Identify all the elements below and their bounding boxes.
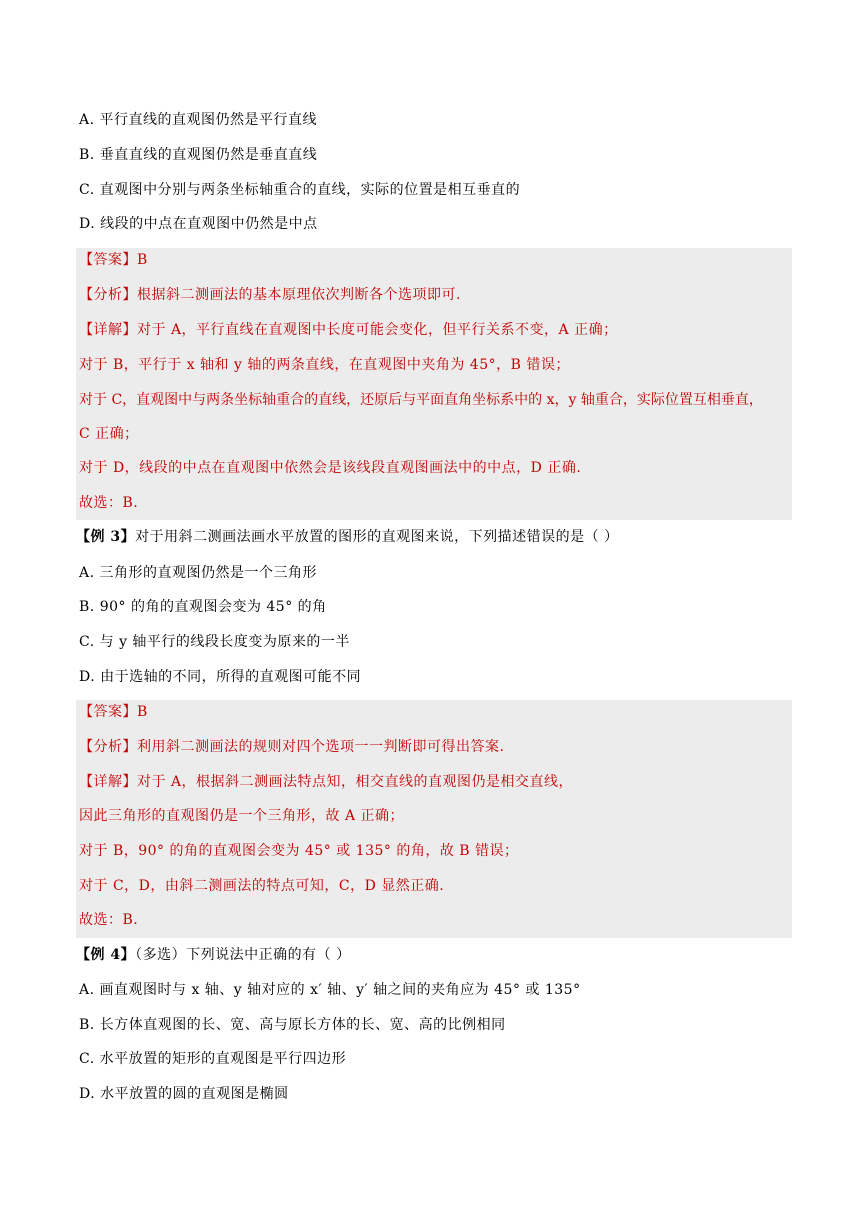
q4-option-c: C. 水平放置的矩形的直观图是平行四边形: [79, 1051, 347, 1067]
q4-stem-line: [76, 945, 351, 965]
q3-stem-line: [76, 527, 619, 547]
q4-option-a: A. 画直观图时与 x 轴、y 轴对应的 x′ 轴、y′ 轴之间的夹角应为 45° 或 135°: [79, 982, 581, 998]
q3-conclusion: 故选：B.: [79, 912, 139, 928]
q3-detail-cd: 对于 C，D，由斜二测画法的特点可知，C，D 显然正确.: [79, 878, 445, 894]
q3-label: 【例 3】: [76, 529, 136, 545]
q2-option-a: A. 平行直线的直观图仍然是平行直线: [79, 112, 318, 128]
q2-detail-c-cont: C 正确；: [79, 426, 139, 442]
q2-option-b: B. 垂直直线的直观图仍然是垂直直线: [79, 147, 318, 163]
q2-analysis: 【分析】根据斜二测画法的基本原理依次判断各个选项即可.: [79, 287, 461, 303]
q2-option-d: D. 线段的中点在直观图中仍然是中点: [79, 216, 318, 232]
q4-label: 【例 4】: [76, 947, 136, 963]
q3-detail-a-cont: 因此三角形的直观图仍是一个三角形，故 A 正确；: [79, 808, 405, 824]
q3-option-a: A. 三角形的直观图仍然是一个三角形: [79, 565, 318, 581]
q3-option-c: C. 与 y 轴平行的线段长度变为原来的一半: [79, 634, 350, 650]
q3-detail-a: 【详解】对于 A，根据斜二测画法特点知，相交直线的直观图仍是相交直线，: [79, 774, 574, 790]
q2-detail-a: 【详解】对于 A，平行直线在直观图中长度可能会变化，但平行关系不变，A 正确；: [79, 322, 618, 338]
q3-detail-b: 对于 B，90° 的角的直观图会变为 45° 或 135° 的角，故 B 错误；: [79, 843, 519, 859]
q3-option-b: B. 90° 的角的直观图会变为 45° 的角: [79, 599, 327, 615]
q3-option-d: D. 由于选轴的不同，所得的直观图可能不同: [79, 669, 362, 685]
q2-detail-d: 对于 D，线段的中点在直观图中依然会是该线段直观图画法中的中点，D 正确.: [79, 460, 582, 476]
q3-analysis: 【分析】利用斜二测画法的规则对四个选项一一判断即可得出答案.: [79, 739, 505, 755]
q2-detail-b: 对于 B，平行于 x 轴和 y 轴的两条直线，在直观图中夹角为 45°，B 错误；: [79, 357, 570, 373]
q2-detail-c: 对于 C，直观图中与两条坐标轴重合的直线，还原后与平面直角坐标系中的 x，y 轴重合，实际位置互相垂直，: [79, 392, 763, 408]
q2-answer: 【答案】B: [79, 252, 148, 268]
q4-stem: （多选）下列说法中正确的有（ ）: [135, 947, 351, 963]
q4-option-d: D. 水平放置的圆的直观图是椭圆: [79, 1086, 289, 1102]
q2-conclusion: 故选：B.: [79, 495, 139, 511]
q3-answer: 【答案】B: [79, 704, 148, 720]
q2-option-c: C. 直观图中分别与两条坐标轴重合的直线，实际的位置是相互垂直的: [79, 182, 521, 198]
q3-stem: 对于用斜二测画法画水平放置的图形的直观图来说，下列描述错误的是（ ）: [135, 529, 619, 545]
q4-option-b: B. 长方体直观图的长、宽、高与原长方体的长、宽、高的比例相同: [79, 1017, 506, 1033]
